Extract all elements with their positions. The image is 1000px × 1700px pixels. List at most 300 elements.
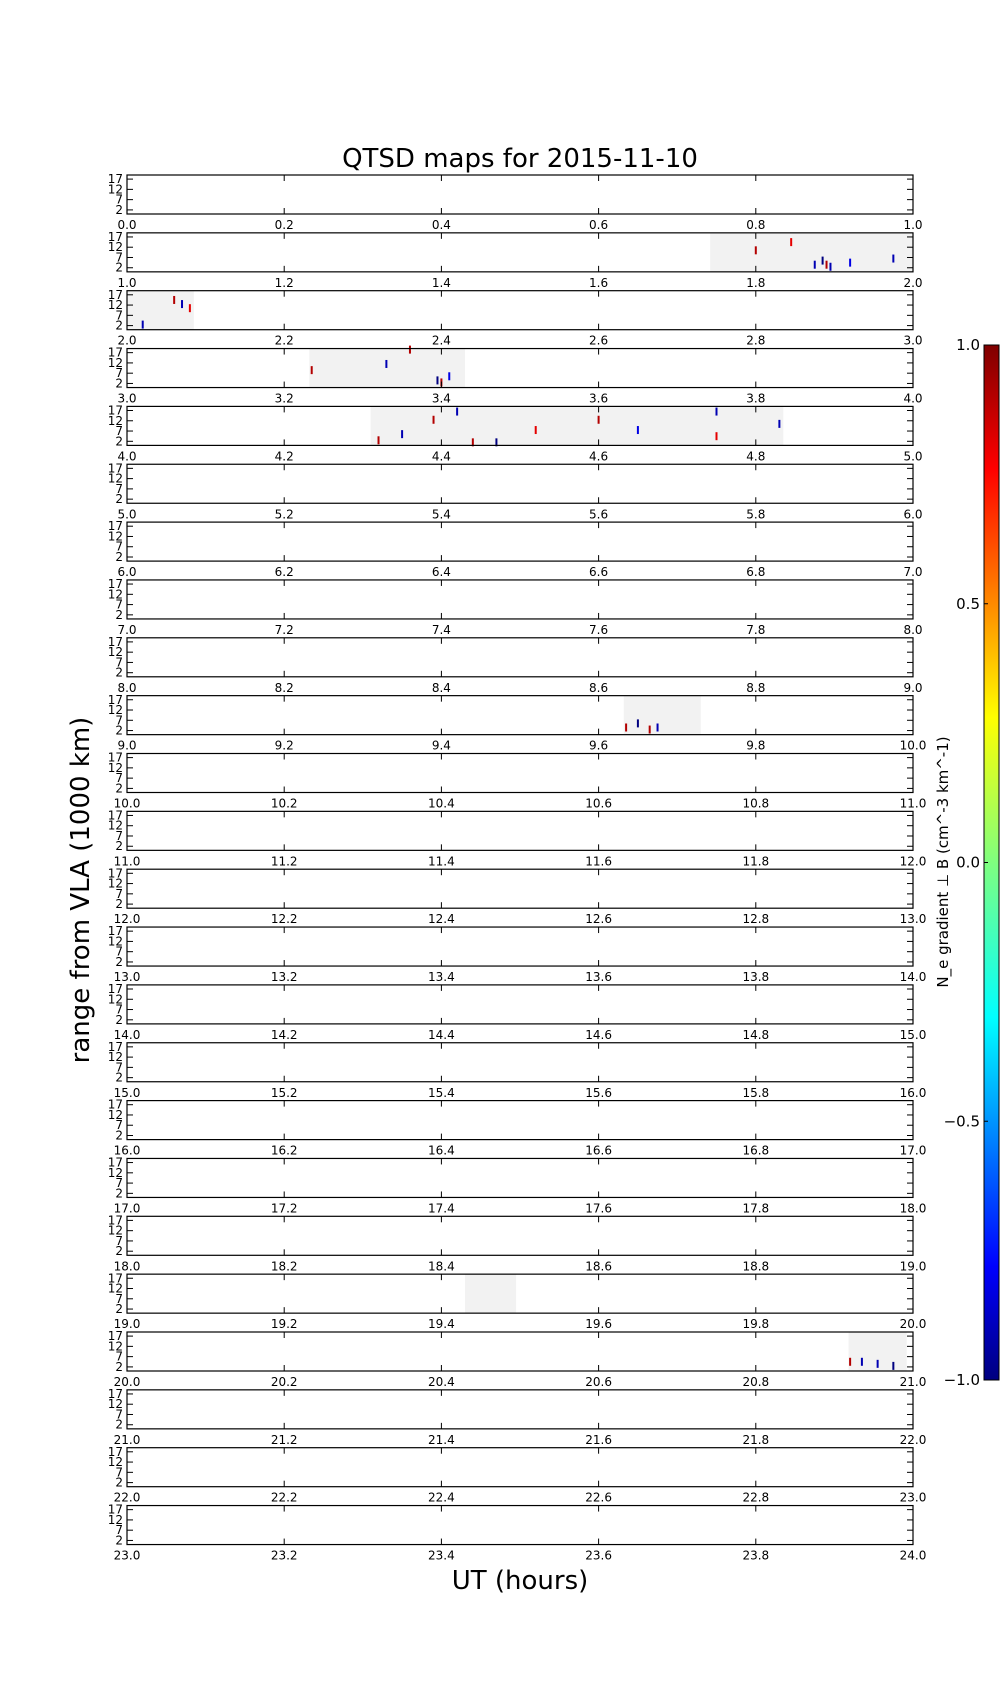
x-tick-label: 3.0 (903, 333, 923, 348)
panel-hour-10 (108, 751, 927, 811)
x-tick-label: 24.0 (899, 1548, 927, 1563)
x-tick-label: 0.6 (589, 218, 609, 232)
y-tick-label: 2 (115, 376, 123, 391)
x-tick-label: 8.0 (903, 622, 923, 637)
panel-hour-7 (108, 577, 923, 637)
x-tick-label: 12.0 (899, 854, 927, 869)
x-tick-label: 6.0 (117, 565, 137, 580)
x-tick-label: 17.6 (585, 1201, 612, 1216)
panel-hour-15 (108, 1040, 927, 1100)
panel-hour-23 (108, 1503, 927, 1563)
x-tick-label: 22.8 (742, 1490, 770, 1505)
y-tick-label: 12 (107, 413, 123, 428)
coverage-region (371, 406, 784, 445)
gradient-feature (716, 408, 718, 416)
gradient-feature (877, 1360, 879, 1368)
x-tick-label: 14.0 (899, 970, 927, 985)
x-tick-label: 15.2 (270, 1085, 298, 1100)
x-tick-label: 10.2 (270, 796, 298, 811)
colorbar (934, 336, 999, 1389)
x-tick-label: 23.2 (270, 1548, 298, 1563)
panel-background (127, 464, 913, 503)
x-tick-label: 11.6 (585, 854, 612, 869)
y-tick-label: 17 (107, 1271, 123, 1286)
x-tick-label: 11.0 (899, 796, 927, 811)
x-tick-label: 23.0 (899, 1490, 927, 1505)
panel-hour-18 (108, 1213, 927, 1273)
x-tick-label: 16.2 (270, 1143, 298, 1158)
y-tick-label: 2 (115, 318, 123, 333)
y-tick-label: 17 (107, 982, 123, 997)
x-tick-label: 7.8 (746, 622, 766, 637)
y-tick-label: 12 (107, 1050, 123, 1065)
gradient-feature (311, 366, 313, 374)
gradient-feature (436, 376, 438, 384)
x-tick-label: 4.4 (431, 449, 451, 464)
x-tick-label: 18.4 (428, 1259, 455, 1274)
y-tick-label: 12 (107, 703, 123, 718)
gradient-feature (814, 261, 816, 269)
colorbar-tick-label: 1.0 (956, 336, 980, 354)
x-tick-label: 16.8 (742, 1143, 770, 1158)
x-tick-label: 13.8 (742, 970, 770, 985)
x-tick-label: 9.0 (903, 680, 923, 695)
panel-hour-14 (108, 982, 927, 1042)
x-tick-label: 13.0 (113, 970, 141, 985)
x-tick-label: 7.0 (903, 565, 923, 580)
x-tick-label: 21.8 (742, 1432, 770, 1447)
gradient-feature (385, 360, 387, 368)
x-tick-label: 17.0 (113, 1201, 141, 1216)
y-tick-label: 7 (115, 1465, 123, 1480)
panel-hour-21 (108, 1387, 927, 1447)
x-tick-label: 10.8 (742, 796, 770, 811)
y-tick-label: 17 (107, 1502, 123, 1517)
panel-hour-19 (108, 1271, 927, 1331)
x-tick-label: 7.6 (589, 622, 609, 637)
panel-background (127, 175, 913, 214)
y-tick-label: 17 (107, 1386, 123, 1401)
x-tick-label: 8.2 (274, 680, 294, 695)
x-tick-label: 21.4 (428, 1432, 455, 1447)
x-tick-label: 11.0 (113, 854, 141, 869)
x-tick-label: 19.8 (742, 1317, 770, 1332)
panel-background (127, 811, 913, 850)
x-tick-label: 20.0 (899, 1317, 927, 1332)
x-axis-label: UT (hours) (451, 1566, 589, 1596)
gradient-feature (861, 1358, 863, 1366)
y-tick-label: 17 (107, 634, 123, 649)
panel-hour-1 (108, 230, 923, 290)
y-tick-label: 7 (115, 424, 123, 439)
x-tick-label: 15.0 (899, 1027, 927, 1042)
x-tick-label: 8.0 (117, 680, 137, 695)
x-tick-label: 17.0 (899, 1143, 927, 1158)
x-tick-label: 18.6 (585, 1259, 612, 1274)
y-tick-label: 12 (107, 818, 123, 833)
gradient-feature (778, 420, 780, 428)
gradient-feature (649, 726, 651, 734)
x-tick-label: 22.2 (270, 1490, 298, 1505)
y-tick-label: 17 (107, 403, 123, 418)
panel-background (127, 1506, 913, 1545)
y-tick-label: 7 (115, 481, 123, 496)
gradient-feature (378, 436, 380, 444)
x-tick-label: 18.8 (742, 1259, 770, 1274)
x-tick-label: 23.0 (113, 1548, 141, 1563)
y-tick-label: 12 (107, 1223, 123, 1238)
y-tick-label: 12 (107, 1339, 123, 1354)
x-tick-label: 5.4 (431, 507, 451, 522)
gradient-feature (826, 261, 828, 269)
panel-hour-16 (108, 1098, 927, 1158)
gradient-feature (637, 426, 639, 434)
x-tick-label: 2.0 (117, 333, 137, 348)
x-tick-label: 20.4 (428, 1375, 455, 1389)
y-tick-label: 12 (107, 1107, 123, 1122)
panel-background (127, 291, 913, 330)
y-tick-label: 7 (115, 1349, 123, 1364)
x-tick-label: 14.8 (742, 1027, 770, 1042)
y-tick-label: 2 (115, 1128, 123, 1143)
x-tick-label: 16.4 (428, 1143, 455, 1158)
x-tick-label: 16.6 (585, 1143, 612, 1158)
y-tick-label: 2 (115, 1475, 123, 1490)
panel-background (127, 1158, 913, 1197)
x-tick-label: 20.0 (113, 1375, 141, 1389)
x-tick-label: 5.6 (589, 507, 609, 522)
panel-hour-5 (108, 461, 923, 521)
panel-hour-4 (108, 404, 923, 464)
y-tick-label: 2 (115, 434, 123, 449)
x-tick-label: 13.6 (585, 970, 612, 985)
x-tick-label: 1.0 (903, 218, 923, 232)
gradient-feature (189, 304, 191, 312)
x-tick-label: 12.6 (585, 912, 612, 927)
y-tick-label: 7 (115, 1523, 123, 1538)
panel-hour-13 (108, 924, 927, 984)
y-tick-label: 17 (107, 287, 123, 302)
y-tick-label: 12 (107, 1397, 123, 1412)
x-tick-label: 19.6 (585, 1317, 612, 1332)
y-tick-label: 17 (107, 1039, 123, 1054)
y-tick-label: 2 (115, 1533, 123, 1548)
panel-background (127, 754, 913, 793)
y-tick-label: 2 (115, 665, 123, 680)
x-tick-label: 22.4 (428, 1490, 455, 1505)
x-tick-label: 6.6 (589, 565, 609, 580)
y-tick-label: 2 (115, 723, 123, 738)
x-tick-label: 0.4 (431, 218, 451, 232)
x-tick-label: 10.4 (428, 796, 455, 811)
x-tick-label: 21.0 (113, 1432, 141, 1447)
x-tick-label: 14.4 (428, 1027, 455, 1042)
coverage-region (710, 233, 913, 272)
y-tick-label: 2 (115, 1302, 123, 1317)
y-tick-label: 7 (115, 713, 123, 728)
x-tick-label: 3.2 (274, 391, 294, 406)
x-tick-label: 15.0 (113, 1085, 141, 1100)
y-tick-label: 12 (107, 240, 123, 255)
x-tick-label: 11.4 (428, 854, 455, 869)
y-tick-label: 2 (115, 1070, 123, 1085)
panel-background (127, 1448, 913, 1487)
y-tick-label: 7 (115, 655, 123, 670)
x-tick-label: 18.0 (113, 1259, 141, 1274)
x-tick-label: 9.6 (589, 738, 609, 753)
x-tick-label: 2.6 (589, 333, 609, 348)
x-tick-label: 10.0 (899, 738, 927, 753)
x-tick-label: 1.8 (746, 275, 766, 290)
colorbar-tick-label: 0.5 (956, 594, 980, 613)
panel-hour-11 (108, 808, 927, 868)
panel-hour-17 (108, 1156, 927, 1216)
y-tick-label: 7 (115, 192, 123, 207)
y-tick-label: 2 (115, 260, 123, 275)
panel-background (127, 580, 913, 619)
y-tick-label: 2 (115, 1359, 123, 1374)
x-tick-label: 17.8 (742, 1201, 770, 1216)
y-tick-label: 17 (107, 692, 123, 707)
gradient-feature (409, 346, 411, 354)
y-tick-label: 2 (115, 1244, 123, 1259)
x-tick-label: 16.0 (899, 1085, 927, 1100)
x-tick-label: 1.6 (589, 275, 609, 290)
y-tick-label: 17 (107, 519, 123, 534)
panel-background (127, 1274, 913, 1313)
x-tick-label: 21.0 (899, 1375, 927, 1389)
panel-background (127, 1390, 913, 1429)
panel-hour-6 (108, 519, 923, 579)
y-tick-label: 7 (115, 1002, 123, 1017)
y-tick-label: 7 (115, 828, 123, 843)
y-tick-label: 7 (115, 597, 123, 612)
panel-background (127, 869, 913, 908)
gradient-feature (401, 430, 403, 438)
y-tick-label: 17 (107, 461, 123, 476)
x-tick-label: 15.4 (428, 1085, 455, 1100)
gradient-feature (829, 263, 831, 271)
y-tick-label: 7 (115, 250, 123, 265)
y-tick-label: 7 (115, 771, 123, 786)
x-tick-label: 9.2 (274, 738, 294, 753)
x-tick-label: 11.8 (742, 854, 770, 869)
x-tick-label: 3.8 (746, 391, 766, 406)
gradient-feature (142, 321, 144, 329)
panel-background (127, 1216, 913, 1255)
y-tick-label: 7 (115, 1060, 123, 1075)
y-tick-label: 2 (115, 607, 123, 622)
x-tick-label: 8.4 (431, 680, 451, 695)
gradient-feature (892, 1362, 894, 1370)
x-tick-label: 19.0 (113, 1317, 141, 1332)
panel-hour-3 (108, 346, 923, 406)
x-tick-label: 8.8 (746, 680, 766, 695)
x-tick-label: 7.4 (431, 622, 451, 637)
x-tick-label: 18.2 (270, 1259, 298, 1274)
x-tick-label: 4.6 (589, 449, 609, 464)
y-tick-label: 12 (107, 1455, 123, 1470)
gradient-feature (790, 238, 792, 246)
x-tick-label: 12.4 (428, 912, 455, 927)
y-tick-label: 12 (107, 1165, 123, 1180)
panel-background (127, 927, 913, 966)
panel-background (127, 1043, 913, 1082)
x-tick-label: 19.4 (428, 1317, 455, 1332)
x-tick-label: 15.8 (742, 1085, 770, 1100)
x-tick-label: 15.6 (585, 1085, 612, 1100)
x-tick-label: 6.0 (903, 507, 923, 522)
x-tick-label: 7.0 (117, 622, 137, 637)
panel-background (127, 696, 913, 735)
gradient-feature (716, 432, 718, 440)
x-tick-label: 2.4 (431, 333, 451, 348)
coverage-region (127, 291, 194, 330)
gradient-feature (849, 259, 851, 267)
gradient-feature (849, 1358, 851, 1366)
panel-hour-0 (108, 172, 923, 232)
panel-background (127, 522, 913, 561)
x-tick-label: 21.6 (585, 1432, 612, 1447)
y-tick-label: 17 (107, 1155, 123, 1170)
x-tick-label: 5.2 (274, 507, 294, 522)
gradient-feature (433, 416, 435, 424)
x-tick-label: 6.4 (431, 565, 451, 580)
y-tick-label: 7 (115, 1233, 123, 1248)
x-tick-label: 21.2 (270, 1432, 298, 1447)
x-tick-label: 12.8 (742, 912, 770, 927)
coverage-region (465, 1274, 516, 1313)
x-tick-label: 1.2 (274, 275, 294, 290)
x-tick-label: 19.0 (899, 1259, 927, 1274)
gradient-feature (456, 408, 458, 416)
y-tick-label: 17 (107, 1329, 123, 1344)
x-tick-label: 1.0 (117, 275, 137, 290)
gradient-feature (822, 257, 824, 265)
x-tick-label: 23.8 (742, 1548, 770, 1563)
y-tick-label: 12 (107, 529, 123, 544)
y-tick-label: 12 (107, 587, 123, 602)
y-tick-label: 2 (115, 897, 123, 912)
y-tick-label: 7 (115, 944, 123, 959)
gradient-feature (448, 372, 450, 380)
gradient-feature (625, 723, 627, 731)
panel-hour-2 (108, 288, 923, 348)
x-tick-label: 2.2 (274, 333, 294, 348)
y-tick-label: 12 (107, 298, 123, 313)
y-tick-label: 12 (107, 876, 123, 891)
x-tick-label: 9.0 (117, 738, 137, 753)
colorbar-tick-label: 0.0 (956, 853, 980, 872)
x-tick-label: 0.8 (746, 218, 766, 232)
y-tick-label: 2 (115, 492, 123, 507)
y-tick-label: 2 (115, 202, 123, 217)
panel-hour-20 (108, 1329, 927, 1389)
panel-background (127, 1101, 913, 1140)
y-tick-label: 12 (107, 992, 123, 1007)
y-tick-label: 2 (115, 781, 123, 796)
colorbar-tick-label: −0.5 (943, 1112, 980, 1131)
colorbar-label: N_e gradient ⊥ B (cm^-3 km^-1) (934, 736, 952, 988)
colorbar-tick-label: −1.0 (943, 1371, 980, 1389)
y-tick-label: 7 (115, 308, 123, 323)
y-tick-label: 2 (115, 1012, 123, 1027)
x-tick-label: 11.2 (270, 854, 298, 869)
y-tick-label: 7 (115, 539, 123, 554)
y-tick-label: 7 (115, 1407, 123, 1422)
y-tick-label: 17 (107, 1213, 123, 1228)
x-tick-label: 3.4 (431, 391, 451, 406)
panel-background (127, 638, 913, 677)
panel-background (127, 349, 913, 388)
x-tick-label: 2.0 (903, 275, 923, 290)
y-tick-label: 12 (107, 645, 123, 660)
y-tick-label: 17 (107, 1444, 123, 1459)
x-tick-label: 8.6 (589, 680, 609, 695)
x-tick-label: 13.4 (428, 970, 455, 985)
x-tick-label: 17.2 (270, 1201, 298, 1216)
x-tick-label: 14.2 (270, 1027, 298, 1042)
x-tick-label: 1.4 (431, 275, 451, 290)
gradient-feature (755, 246, 757, 254)
y-tick-label: 7 (115, 1176, 123, 1191)
panel-background (127, 1332, 913, 1371)
gradient-feature (657, 723, 659, 731)
coverage-region (624, 696, 701, 735)
x-tick-label: 13.2 (270, 970, 298, 985)
panel-hour-12 (108, 866, 927, 926)
y-tick-label: 17 (107, 577, 123, 592)
y-tick-label: 7 (115, 1118, 123, 1133)
x-tick-label: 14.0 (113, 1027, 141, 1042)
panel-background (127, 985, 913, 1024)
x-tick-label: 17.4 (428, 1201, 455, 1216)
y-tick-label: 12 (107, 355, 123, 370)
panel-hour-22 (108, 1445, 927, 1505)
x-tick-label: 14.6 (585, 1027, 612, 1042)
x-tick-label: 0.0 (117, 218, 137, 232)
y-tick-label: 2 (115, 839, 123, 854)
chart-title: QTSD maps for 2015-11-10 (342, 144, 698, 174)
gradient-feature (181, 300, 183, 308)
x-tick-label: 6.8 (746, 565, 766, 580)
gradient-feature (892, 255, 894, 263)
x-tick-label: 4.8 (746, 449, 766, 464)
x-tick-label: 5.0 (903, 449, 923, 464)
y-tick-label: 12 (107, 934, 123, 949)
y-tick-label: 12 (107, 182, 123, 197)
y-tick-label: 17 (107, 1097, 123, 1112)
y-tick-label: 17 (107, 229, 123, 244)
panel-hour-8 (108, 635, 923, 695)
y-tick-label: 17 (107, 172, 123, 187)
x-tick-label: 4.0 (117, 449, 137, 464)
x-tick-label: 4.2 (274, 449, 294, 464)
x-tick-label: 10.0 (113, 796, 141, 811)
x-tick-label: 22.0 (899, 1432, 927, 1447)
panel-hour-9 (108, 693, 927, 753)
x-tick-label: 10.6 (585, 796, 612, 811)
y-tick-label: 12 (107, 1281, 123, 1296)
x-tick-label: 12.0 (113, 912, 141, 927)
y-tick-label: 7 (115, 1291, 123, 1306)
y-tick-label: 2 (115, 954, 123, 969)
y-tick-label: 17 (107, 808, 123, 823)
y-tick-label: 12 (107, 471, 123, 486)
x-tick-label: 12.2 (270, 912, 298, 927)
x-tick-label: 23.6 (585, 1548, 612, 1563)
x-tick-label: 16.0 (113, 1143, 141, 1158)
